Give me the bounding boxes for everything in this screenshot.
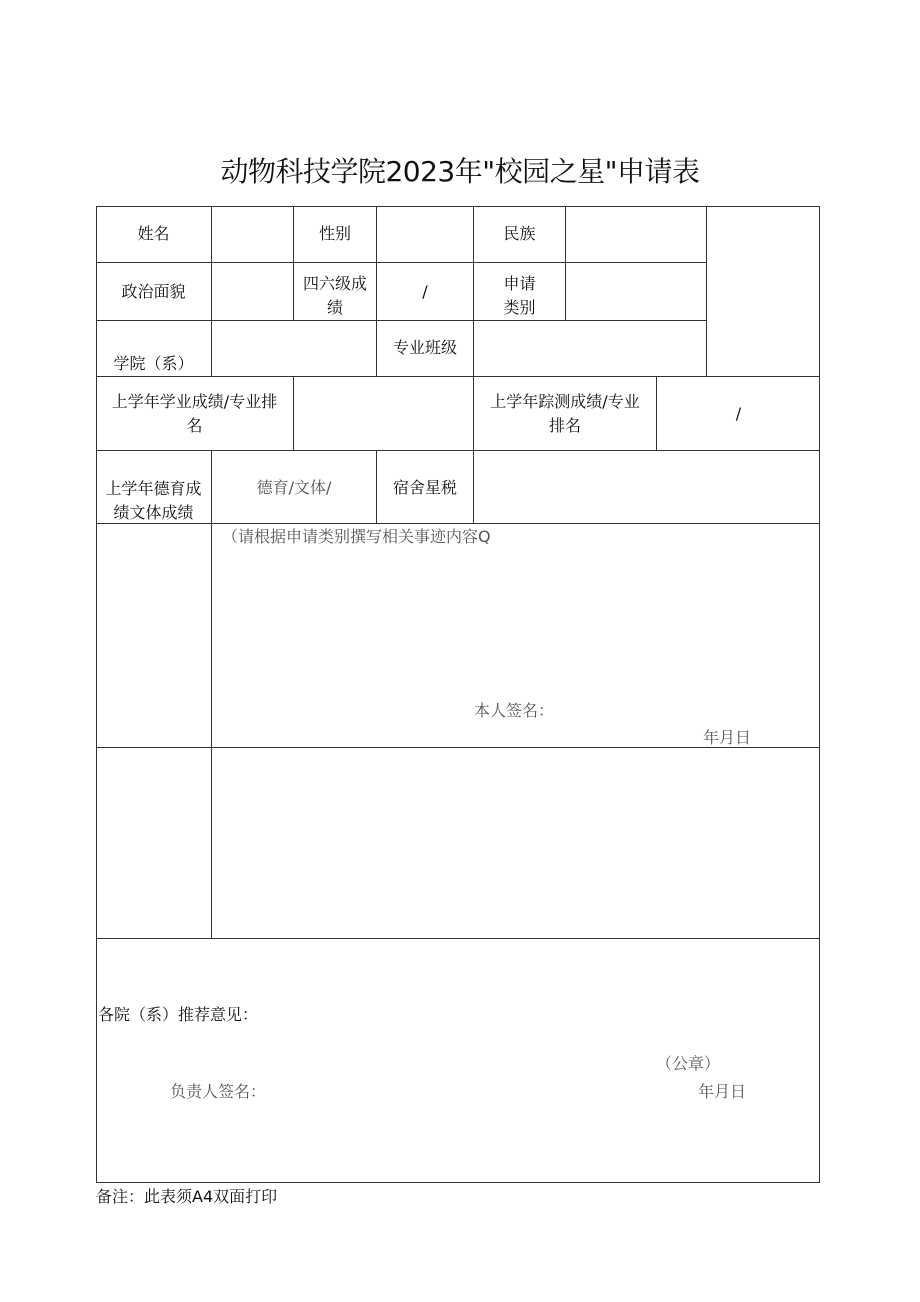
dorm-label: 宿舍星税 — [392, 478, 457, 497]
ethnicity-field[interactable] — [566, 207, 706, 262]
academic-rank-label-line2: 名 — [186, 416, 203, 435]
footer-note: 备注：此表须A4双面打印 — [96, 1187, 278, 1206]
comprehensive-rank-label-line2: 排名 — [548, 416, 581, 435]
cet-label-line2: 绩 — [326, 298, 343, 317]
category-label: 申请 — [503, 274, 536, 293]
politics-label: 政治面貌 — [121, 282, 186, 301]
cet-value[interactable]: / — [422, 282, 428, 301]
name-label: 姓名 — [137, 224, 170, 243]
deeds-row-label — [97, 524, 211, 747]
academic-rank-field[interactable] — [294, 377, 473, 450]
politics-field[interactable] — [212, 263, 293, 320]
name-field[interactable] — [212, 207, 293, 262]
form-title: 动物科技学院2023年"校园之星"申请表 — [220, 155, 700, 188]
self-date-label: 年月日 — [703, 728, 752, 747]
blank-row-label — [97, 748, 211, 938]
row-divider — [96, 938, 820, 939]
recommend-date-label: 年月日 — [698, 1082, 747, 1101]
category-field[interactable] — [566, 263, 706, 320]
blank-row-field[interactable] — [212, 748, 819, 938]
comprehensive-rank-value[interactable]: / — [735, 404, 742, 423]
photo-cell[interactable] — [707, 207, 819, 376]
cet-label: 四六级成 — [302, 274, 367, 293]
moral-label: 上学年德育成 — [105, 479, 202, 498]
college-field[interactable] — [212, 321, 376, 376]
comprehensive-rank-label: 上学年踪测成绩/专业 — [490, 392, 640, 411]
gender-label: 性别 — [318, 224, 351, 243]
deeds-hint[interactable]: （请根据申请类别撰写相关事迹内容Q — [222, 527, 491, 546]
recommend-label: 各院（系）推荐意见： — [98, 1005, 259, 1024]
seal-label: （公章） — [656, 1054, 721, 1073]
moral-label-line2: 绩文体成绩 — [113, 503, 194, 522]
gender-field[interactable] — [377, 207, 473, 262]
college-label: 学院（系） — [113, 354, 194, 373]
major-class-field[interactable] — [474, 321, 706, 376]
major-class-label: 专业班级 — [392, 338, 457, 357]
dorm-field[interactable] — [474, 451, 819, 523]
ethnicity-label: 民族 — [503, 224, 536, 243]
responsible-signature-label: 负责人签名： — [170, 1082, 267, 1101]
self-signature-label: 本人签名： — [474, 701, 555, 720]
moral-value[interactable]: 德育/文体/ — [256, 478, 332, 497]
category-label-line2: 类别 — [503, 298, 536, 317]
academic-rank-label: 上学年学业成绩/专业排 — [111, 392, 278, 411]
